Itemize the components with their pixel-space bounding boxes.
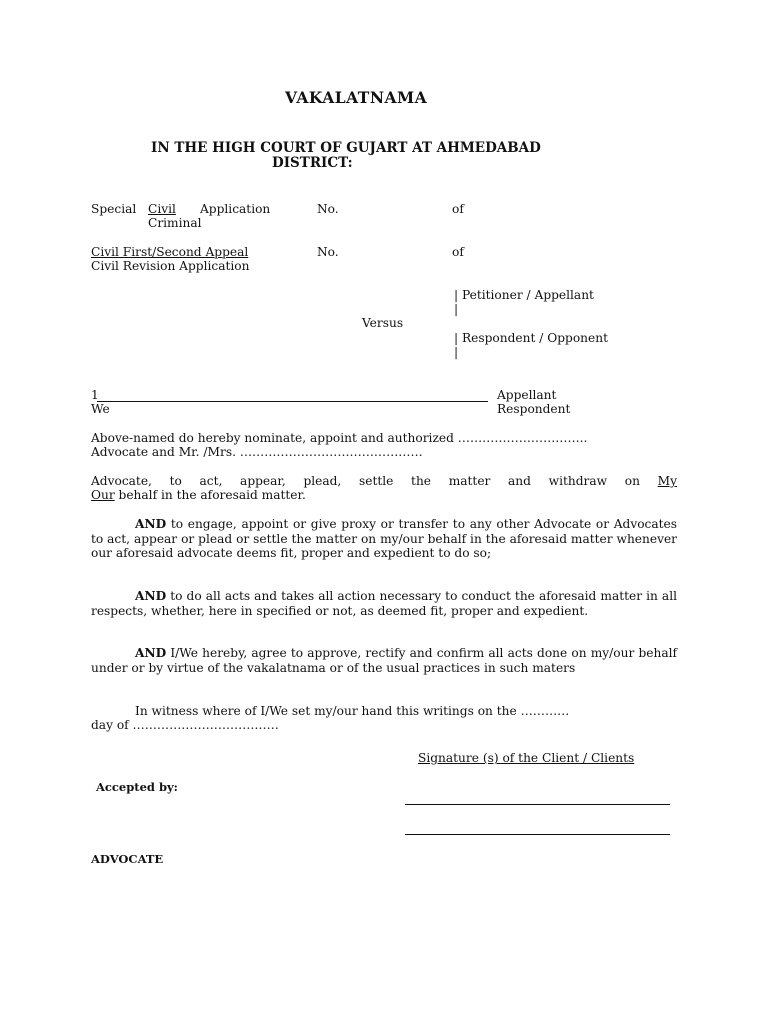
signature-line-2 [405,834,670,835]
label-application: Application [200,202,271,216]
signatory-number: 1 [91,388,99,402]
bar-2: | [454,345,459,359]
label-no-1: No. [317,202,339,216]
my-option: My [657,474,677,488]
label-petitioner: | Petitioner / Appellant [454,288,594,302]
label-versus: Versus [362,316,404,330]
label-civil-appeal: Civil First/Second Appeal [91,245,249,259]
label-of-1: of [452,202,464,216]
advocate-label: ADVOCATE [91,852,164,866]
witness-line2: day of ……………………………… [91,718,279,732]
court-heading-district: DISTRICT: [272,155,353,171]
our-option: Our [91,488,115,502]
bar-1: | [454,302,459,316]
label-appellant: Appellant [497,388,557,402]
accepted-by-label: Accepted by: [96,780,178,794]
label-respondent-opponent: | Respondent / Opponent [454,331,608,345]
label-of-2: of [452,245,464,259]
act-paragraph-line1: Advocate, to act, appear, plead, settle the matter and withdraw on My [91,474,677,488]
label-we: We [91,402,110,416]
nomination-line1: Above-named do hereby nominate, appoint and authorized ………………………….. [91,431,588,445]
label-civil: Civil [148,202,176,216]
client-signature-label: Signature (s) of the Client / Clients [418,751,635,765]
clause-confirm: AND I/We hereby, agree to approve, rectify and confirm all acts done on my/our behalf under or by virtue of the vakalatnama or of the usual practices in such maters [91,646,677,675]
label-civil-revision: Civil Revision Application [91,259,250,273]
signatory-line [97,401,488,402]
act-paragraph-line2: Our behalf in the aforesaid matter. [91,488,306,502]
label-no-2: No. [317,245,339,259]
label-special: Special [91,202,137,216]
nomination-line2: Advocate and Mr. /Mrs. ……………………………………… [91,445,423,459]
label-criminal: Criminal [148,216,202,230]
witness-line1: In witness where of I/We set my/our hand this writings on the ………… [135,704,570,718]
clause-proxy: AND to engage, appoint or give proxy or transfer to any other Advocate or Advocates to act, appear or plead or settle the matter on my/our behalf in the aforesaid matter whenever our aforesaid advocate deems fit, proper and expedient to do so; [91,517,677,560]
label-respondent: Respondent [497,402,571,416]
signature-line-1 [405,804,670,805]
document-title: VAKALATNAMA [285,88,428,107]
clause-acts: AND to do all acts and takes all action necessary to conduct the aforesaid matter in all respects, whether, here in specified or not, as deemed fit, proper and expedient. [91,589,677,618]
court-heading-line1: IN THE HIGH COURT OF GUJART AT AHMEDABAD [151,140,541,156]
